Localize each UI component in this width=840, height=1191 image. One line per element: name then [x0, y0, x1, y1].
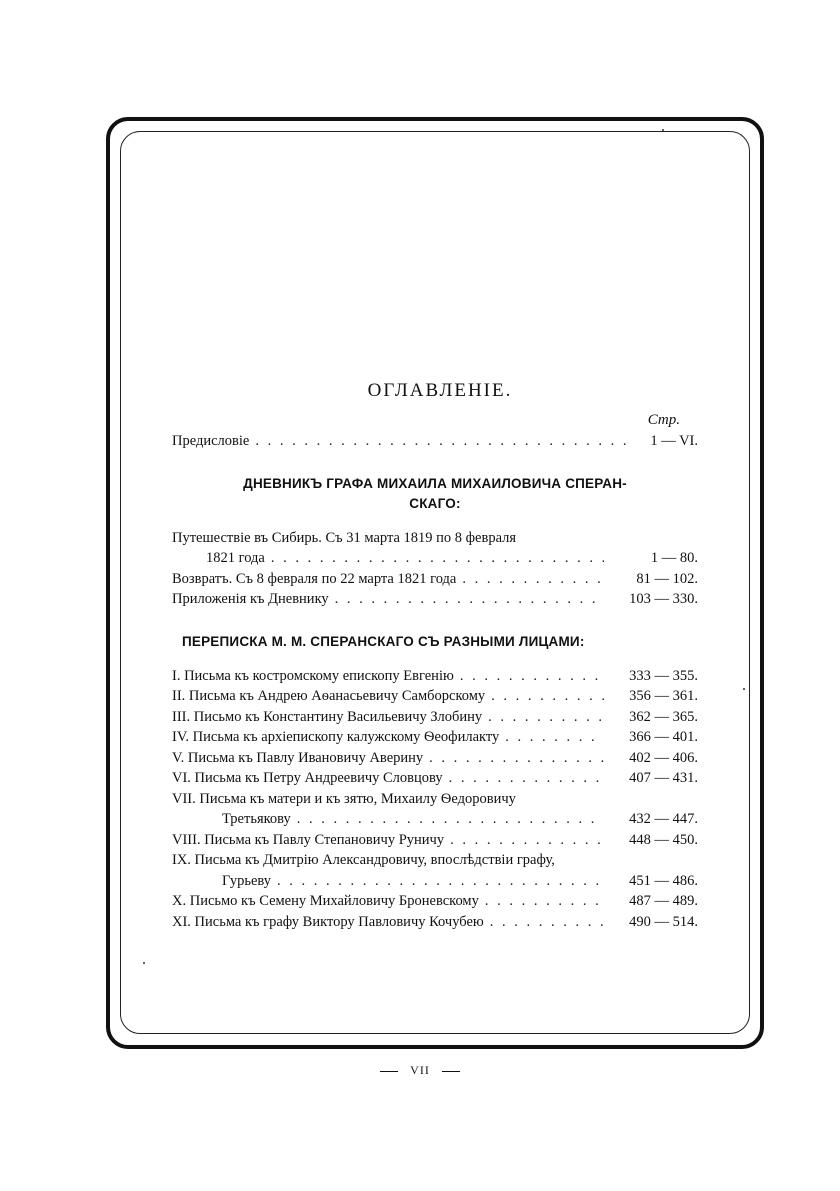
toc-entry-label: V. Письма къ Павлу Ивановичу Аверину	[172, 749, 424, 766]
print-speck	[743, 688, 745, 690]
toc-entry-label: IV. Письма къ архіепископу калужскому Ѳеофилакту	[172, 729, 500, 745]
toc-entry-pages: 490 — 514.	[629, 913, 698, 930]
toc-entry-pages: 1 — 80.	[650, 550, 698, 566]
toc-entry	[172, 850, 698, 891]
toc-entry	[172, 727, 698, 748]
toc-entry	[172, 912, 698, 933]
dot-leader	[271, 548, 604, 569]
toc-entry-label: Возвратъ. Съ 8 февраля по 22 марта 1821 года	[172, 570, 457, 587]
toc-entry-label-line2: Третьякову	[222, 811, 291, 827]
toc-entry-label-line2: Гурьеву	[222, 872, 271, 889]
toc-entry-pages: 356 — 361.	[629, 688, 698, 704]
toc-entry-pages: 103 — 330.	[629, 591, 698, 607]
section-heading-correspondence: ПЕРЕПИСКА М. М. СПЕРАНСКАГО СЪ РАЗНЫМИ ЛИЦАМИ:	[182, 633, 585, 649]
toc-entry-pages: 366 — 401.	[629, 729, 698, 745]
toc-entry-label: VI. Письма къ Петру Андреевичу Словцову	[172, 770, 443, 786]
dot-leader	[335, 589, 604, 610]
toc-entry-label: XI. Письма къ графу Виктору Павловичу Кочубею	[172, 913, 484, 930]
folio-dash	[442, 1071, 460, 1072]
dot-leader	[297, 809, 604, 830]
toc-entry-pages: 81 — 102.	[636, 570, 698, 587]
table-of-contents	[172, 380, 698, 932]
toc-entry-label: I. Письма къ костромскому епископу Евгенію	[172, 667, 454, 684]
toc-entry	[172, 666, 698, 687]
toc-entry-pages: 487 — 489.	[629, 893, 698, 909]
toc-entry	[172, 789, 698, 830]
toc-entry-pages: 1 — VI.	[650, 433, 698, 449]
toc-entry-pages: 362 — 365.	[629, 708, 698, 725]
dot-leader	[485, 891, 604, 912]
toc-entry-pages: 333 — 355.	[629, 667, 698, 684]
dot-leader	[255, 431, 628, 452]
section-heading-line: ДНЕВНИКЪ ГРАФА МИХАИЛА МИХАИЛОВИЧА СПЕРАН-	[243, 475, 627, 491]
page-title: ОГЛАВЛЕНІЕ.	[367, 380, 513, 401]
toc-entry-label-line2: 1821 года	[206, 550, 265, 566]
toc-entry-label: Предисловіе	[172, 433, 250, 449]
section-heading-diary	[172, 474, 698, 514]
toc-entry-pages: 451 — 486.	[629, 872, 698, 889]
dot-leader	[450, 830, 604, 851]
toc-entry-appendices	[172, 589, 698, 610]
toc-entry-pages: 448 — 450.	[629, 831, 698, 848]
dot-leader	[460, 666, 604, 687]
toc-entry	[172, 686, 698, 707]
toc-entry	[172, 830, 698, 851]
section-heading-line: СКАГО:	[409, 495, 461, 511]
toc-entry-label-line1: VII. Письма къ матери и къ зятю, Михаилу Ѳедоровичу	[172, 790, 516, 807]
dot-leader	[505, 727, 604, 748]
folio-dash	[380, 1071, 398, 1072]
toc-entry-return	[172, 569, 698, 590]
folio-number: VII	[410, 1063, 430, 1077]
toc-entry-label-line1: Путешествіе въ Сибирь. Съ 31 марта 1819 по 8 февраля	[172, 529, 517, 546]
page-column-header: Стр.	[647, 412, 680, 428]
dot-leader	[488, 707, 604, 728]
toc-entry	[172, 748, 698, 769]
toc-entry-label-line1: IX. Письма къ Дмитрію Александровичу, впослѣдствіи графу,	[172, 852, 555, 868]
dot-leader	[429, 748, 604, 769]
dot-leader	[491, 686, 604, 707]
toc-entry-pages: 407 — 431.	[629, 770, 698, 786]
toc-entry-preface	[172, 431, 698, 452]
toc-entry	[172, 891, 698, 912]
toc-entry	[172, 707, 698, 728]
toc-entry-label: II. Письма къ Андрею Аѳанасьевичу Самборскому	[172, 688, 486, 704]
toc-entry-pages: 432 — 447.	[629, 811, 698, 827]
toc-entry-label: Приложенія къ Дневнику	[172, 591, 329, 607]
dot-leader	[449, 768, 604, 789]
toc-entry-journey	[172, 528, 698, 569]
toc-entry-label: X. Письмо къ Семену Михайловичу Броневскому	[172, 893, 479, 909]
toc-entry-label: VIII. Письма къ Павлу Степановичу Руничу	[172, 831, 445, 848]
dot-leader	[462, 569, 604, 590]
toc-entry	[172, 768, 698, 789]
dot-leader	[277, 871, 604, 892]
print-speck	[662, 129, 664, 131]
toc-entry-label: III. Письмо къ Константину Васильевичу Злобину	[172, 708, 483, 725]
page-number	[0, 1063, 840, 1078]
toc-entry-pages: 402 — 406.	[629, 749, 698, 766]
dot-leader	[490, 912, 604, 933]
print-speck	[143, 962, 145, 964]
